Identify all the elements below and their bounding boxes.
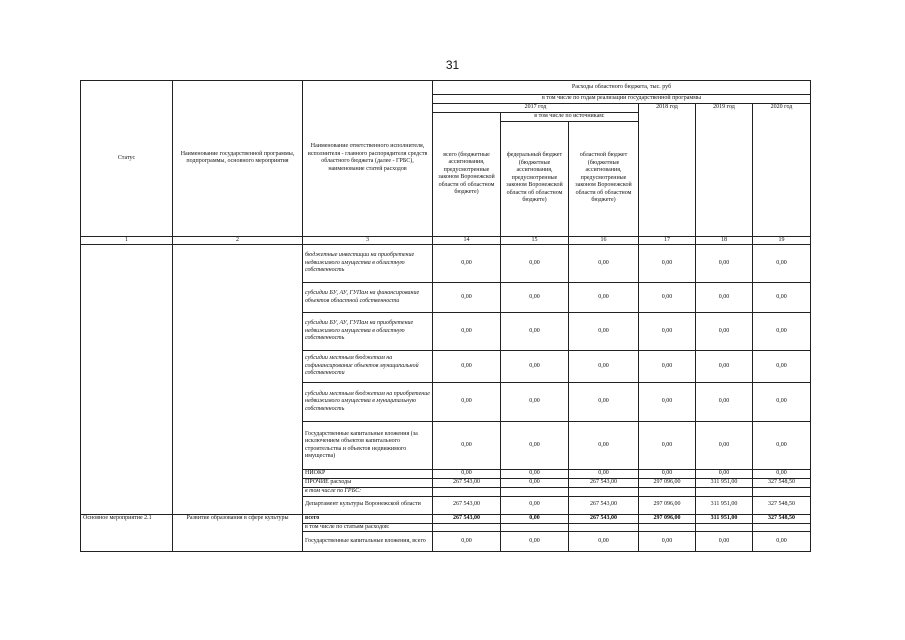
- row-label: субсидии местным бюджетам на софинансирование объектов муниципальной собственности: [303, 351, 433, 383]
- value-cell: [753, 488, 811, 497]
- value-cell: 0,00: [433, 422, 501, 470]
- column-numbers-row: [81, 236, 811, 245]
- row-label: субсидии местным бюджетам на приобретение недвижимого имущества в муниципальную собственность: [303, 383, 433, 422]
- row-label: субсидии БУ, АУ, ГУПам на финансирование объектов областной собственности: [303, 283, 433, 313]
- value-cell: 0,00: [433, 313, 501, 351]
- value-cell: [501, 488, 569, 497]
- value-cell: 311 951,00: [696, 479, 753, 488]
- name-cell-empty: [173, 245, 303, 515]
- value-cell: 0,00: [753, 532, 811, 552]
- row-label: Государственные капитальные вложения, всего: [303, 532, 433, 552]
- value-cell: 311 951,00: [696, 514, 753, 523]
- value-cell: 0,00: [569, 351, 639, 383]
- value-cell: 0,00: [753, 470, 811, 479]
- value-cell: [569, 523, 639, 532]
- table-row: [81, 514, 811, 523]
- value-cell: 0,00: [501, 532, 569, 552]
- table-row: [81, 245, 811, 283]
- row-label: субсидии БУ, АУ, ГУПам на приобретение недвижимого имущества в областную собственность: [303, 313, 433, 351]
- value-cell: 0,00: [696, 351, 753, 383]
- value-cell: 0,00: [501, 514, 569, 523]
- value-cell: 327 548,50: [753, 496, 811, 514]
- value-cell: 0,00: [433, 351, 501, 383]
- value-cell: 0,00: [639, 351, 696, 383]
- column-number: 1: [81, 236, 173, 245]
- value-cell: 297 096,00: [639, 479, 696, 488]
- value-cell: 0,00: [569, 470, 639, 479]
- value-cell: 0,00: [569, 383, 639, 422]
- value-cell: [569, 488, 639, 497]
- row-label: бюджетные инвестиции на приобретение недвижимого имущества в областную собственность: [303, 245, 433, 283]
- row-label: всего: [303, 514, 433, 523]
- value-cell: [639, 523, 696, 532]
- value-cell: 0,00: [753, 351, 811, 383]
- value-cell: 0,00: [639, 422, 696, 470]
- header-executor: Наименование ответственного исполнителя, исполнителя - главного распорядителя средств областного бюджета (далее - ГРБС), наименование статей расходов: [303, 81, 433, 237]
- header-expenses: Расходы областного бюджета, тыс. руб: [433, 81, 811, 95]
- column-number: 15: [501, 236, 569, 245]
- column-number: 16: [569, 236, 639, 245]
- value-cell: 267 543,00: [433, 479, 501, 488]
- value-cell: 0,00: [639, 470, 696, 479]
- value-cell: 0,00: [569, 283, 639, 313]
- value-cell: 311 951,00: [696, 496, 753, 514]
- value-cell: 0,00: [501, 422, 569, 470]
- value-cell: 0,00: [501, 283, 569, 313]
- header-year-2017: 2017 год: [433, 103, 639, 112]
- column-number: 2: [173, 236, 303, 245]
- row-label: НИОКР: [303, 470, 433, 479]
- header-year-2019: 2019 год: [696, 103, 753, 236]
- value-cell: 0,00: [433, 470, 501, 479]
- value-cell: 0,00: [639, 532, 696, 552]
- column-number: 3: [303, 236, 433, 245]
- value-cell: [433, 488, 501, 497]
- value-cell: 0,00: [696, 383, 753, 422]
- value-cell: 267 543,00: [569, 479, 639, 488]
- value-cell: 0,00: [569, 422, 639, 470]
- value-cell: 0,00: [753, 283, 811, 313]
- value-cell: 0,00: [639, 313, 696, 351]
- header-by-years: в том числе по годам реализации государственной программы: [433, 95, 811, 104]
- value-cell: 0,00: [639, 283, 696, 313]
- row-label: в том числе по ГРБС:: [303, 488, 433, 497]
- value-cell: 0,00: [501, 245, 569, 283]
- header-year-2020: 2020 год: [753, 103, 811, 236]
- value-cell: 0,00: [433, 245, 501, 283]
- value-cell: 0,00: [696, 283, 753, 313]
- row-label: ПРОЧИЕ расходы: [303, 479, 433, 488]
- value-cell: [753, 523, 811, 532]
- header-total: всего (бюджетные ассигнования, предусмотренные законом Воронежской области об областном бюджете): [433, 112, 501, 236]
- row-label: Департамент культуры Воронежской области: [303, 496, 433, 514]
- value-cell: 297 096,00: [639, 514, 696, 523]
- header-year-2018: 2018 год: [639, 103, 696, 236]
- value-cell: [696, 523, 753, 532]
- value-cell: 0,00: [753, 313, 811, 351]
- value-cell: 297 096,00: [639, 496, 696, 514]
- value-cell: 0,00: [501, 496, 569, 514]
- main-event-status: Основное мероприятие 2.1: [81, 514, 173, 552]
- value-cell: [639, 488, 696, 497]
- row-label: в том числе по статьям расходов:: [303, 523, 433, 532]
- value-cell: 327 548,50: [753, 514, 811, 523]
- value-cell: 0,00: [696, 470, 753, 479]
- value-cell: [433, 523, 501, 532]
- value-cell: 0,00: [501, 383, 569, 422]
- value-cell: 0,00: [639, 245, 696, 283]
- page-number: 31: [445, 58, 460, 72]
- value-cell: 0,00: [569, 245, 639, 283]
- budget-table: [80, 80, 811, 552]
- column-number: 19: [753, 236, 811, 245]
- value-cell: 267 543,00: [569, 496, 639, 514]
- value-cell: 0,00: [501, 479, 569, 488]
- value-cell: 0,00: [433, 283, 501, 313]
- status-cell-empty: [81, 245, 173, 515]
- value-cell: 327 548,50: [753, 479, 811, 488]
- value-cell: 0,00: [501, 351, 569, 383]
- value-cell: 0,00: [501, 470, 569, 479]
- column-number: 14: [433, 236, 501, 245]
- header-by-sources: в том числе по источникам:: [501, 112, 639, 121]
- header-program-name: Наименование государственной программы, подпрограммы, основного мероприятия: [173, 81, 303, 237]
- value-cell: 0,00: [753, 383, 811, 422]
- row-label: Государственные капитальные вложения (за исключением объектов капитального строительства и объектов недвижимого имущества): [303, 422, 433, 470]
- value-cell: [696, 488, 753, 497]
- value-cell: 0,00: [501, 313, 569, 351]
- value-cell: 0,00: [639, 383, 696, 422]
- main-event-name: Развитие образования в сфере культуры: [173, 514, 303, 552]
- value-cell: 267 543,00: [433, 514, 501, 523]
- value-cell: 267 543,00: [433, 496, 501, 514]
- value-cell: 0,00: [696, 422, 753, 470]
- value-cell: 267 543,00: [569, 514, 639, 523]
- value-cell: 0,00: [569, 532, 639, 552]
- header-status: Статус: [81, 81, 173, 237]
- value-cell: 0,00: [696, 313, 753, 351]
- value-cell: 0,00: [753, 245, 811, 283]
- value-cell: 0,00: [696, 245, 753, 283]
- value-cell: 0,00: [696, 532, 753, 552]
- value-cell: 0,00: [433, 383, 501, 422]
- header-regional: областной бюджет (бюджетные ассигнования, предусмотренные законом Воронежской области об областном бюджете): [569, 121, 639, 236]
- column-number: 17: [639, 236, 696, 245]
- header-federal: федеральный бюджет (бюджетные ассигнования, предусмотренные законом Воронежской области об областном бюджете): [501, 121, 569, 236]
- value-cell: 0,00: [569, 313, 639, 351]
- value-cell: [501, 523, 569, 532]
- column-number: 18: [696, 236, 753, 245]
- value-cell: 0,00: [753, 422, 811, 470]
- value-cell: 0,00: [433, 532, 501, 552]
